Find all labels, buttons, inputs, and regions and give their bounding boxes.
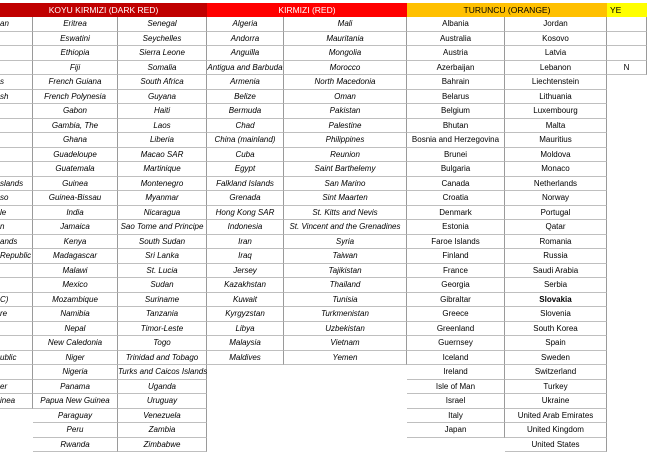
table-cell[interactable]: Luxembourg xyxy=(505,104,607,119)
table-cell[interactable]: Papua New Guinea xyxy=(33,394,118,409)
header-dark-red[interactable]: KOYU KIRMIZI (DARK RED) xyxy=(0,3,207,17)
table-cell[interactable]: Maldives xyxy=(207,351,284,366)
table-cell[interactable]: Portugal xyxy=(505,206,607,221)
table-cell[interactable]: South Africa xyxy=(118,75,207,90)
table-cell[interactable]: New Caledonia xyxy=(33,336,118,351)
table-cell[interactable]: Bahrain xyxy=(407,75,505,90)
table-cell[interactable]: Mexico xyxy=(33,278,118,293)
table-cell[interactable]: Sri Lanka xyxy=(118,249,207,264)
table-cell[interactable]: Turks and Caicos Islands xyxy=(118,365,207,380)
table-cell[interactable]: Malawi xyxy=(33,264,118,279)
table-cell[interactable]: Malta xyxy=(505,119,607,134)
table-cell[interactable]: Zimbabwe xyxy=(118,438,207,452)
table-cell[interactable]: Liechtenstein xyxy=(505,75,607,90)
table-cell[interactable]: Qatar xyxy=(505,220,607,235)
table-cell[interactable]: Philippines xyxy=(284,133,407,148)
table-cell[interactable]: Turkmenistan xyxy=(284,307,407,322)
table-cell[interactable]: Guinea-Bissau xyxy=(33,191,118,206)
table-cell[interactable]: Albania xyxy=(407,17,505,32)
table-cell[interactable]: Gibraltar xyxy=(407,293,505,308)
table-cell[interactable]: Grenada xyxy=(207,191,284,206)
table-cell[interactable]: Laos xyxy=(118,119,207,134)
table-cell[interactable]: Italy xyxy=(407,409,505,424)
table-cell[interactable]: Bhutan xyxy=(407,119,505,134)
header-orange[interactable]: TURUNCU (ORANGE) xyxy=(407,3,607,17)
table-cell[interactable]: Venezuela xyxy=(118,409,207,424)
table-cell[interactable]: Iraq xyxy=(207,249,284,264)
table-cell[interactable]: Anguilla xyxy=(207,46,284,61)
table-cell[interactable]: an xyxy=(0,17,33,32)
table-cell[interactable]: French Polynesia xyxy=(33,90,118,105)
table-cell[interactable]: Tanzania xyxy=(118,307,207,322)
table-cell[interactable]: Sierra Leone xyxy=(118,46,207,61)
table-cell[interactable]: United Kingdom xyxy=(505,423,607,438)
table-cell[interactable]: Russia xyxy=(505,249,607,264)
table-cell[interactable]: Nicaragua xyxy=(118,206,207,221)
table-cell[interactable]: Georgia xyxy=(407,278,505,293)
table-cell[interactable]: United Arab Emirates xyxy=(505,409,607,424)
table-cell[interactable]: Eritrea xyxy=(33,17,118,32)
table-cell[interactable]: Bermuda xyxy=(207,104,284,119)
table-cell[interactable]: Monaco xyxy=(505,162,607,177)
table-cell[interactable]: Moldova xyxy=(505,148,607,163)
table-cell[interactable]: Azerbaijan xyxy=(407,61,505,76)
table-cell[interactable]: so xyxy=(0,191,33,206)
table-cell[interactable]: Belarus xyxy=(407,90,505,105)
table-cell[interactable]: ublic xyxy=(0,351,33,366)
table-cell[interactable]: Madagascar xyxy=(33,249,118,264)
table-cell[interactable]: Oman xyxy=(284,90,407,105)
table-cell[interactable]: Kosovo xyxy=(505,32,607,47)
table-cell[interactable]: St. Vincent and the Grenadines xyxy=(284,220,407,235)
table-cell[interactable]: Saudi Arabia xyxy=(505,264,607,279)
table-cell[interactable]: North Macedonia xyxy=(284,75,407,90)
table-cell[interactable]: Togo xyxy=(118,336,207,351)
table-cell[interactable]: Guadeloupe xyxy=(33,148,118,163)
table-cell[interactable]: Sao Tome and Principe xyxy=(118,220,207,235)
table-cell[interactable]: Austria xyxy=(407,46,505,61)
table-cell[interactable]: Indonesia xyxy=(207,220,284,235)
table-cell[interactable]: Cuba xyxy=(207,148,284,163)
table-cell[interactable]: Seychelles xyxy=(118,32,207,47)
table-cell[interactable]: Ireland xyxy=(407,365,505,380)
table-cell[interactable]: Kuwait xyxy=(207,293,284,308)
table-cell[interactable]: Denmark xyxy=(407,206,505,221)
table-cell[interactable]: Iran xyxy=(207,235,284,250)
table-cell[interactable] xyxy=(0,148,33,163)
table-cell[interactable]: Uzbekistan xyxy=(284,322,407,337)
table-cell[interactable]: Republic xyxy=(0,249,33,264)
table-cell[interactable] xyxy=(0,32,33,47)
table-cell[interactable]: Taiwan xyxy=(284,249,407,264)
table-cell[interactable]: Mali xyxy=(284,17,407,32)
table-cell[interactable]: Morocco xyxy=(284,61,407,76)
table-cell[interactable]: Libya xyxy=(207,322,284,337)
table-cell[interactable]: Brunei xyxy=(407,148,505,163)
table-cell[interactable]: Andorra xyxy=(207,32,284,47)
table-cell[interactable]: Australia xyxy=(407,32,505,47)
table-cell[interactable]: Kenya xyxy=(33,235,118,250)
table-cell[interactable]: Lebanon xyxy=(505,61,607,76)
table-cell[interactable]: Spain xyxy=(505,336,607,351)
table-cell[interactable] xyxy=(0,278,33,293)
table-cell[interactable]: Bosnia and Herzegovina xyxy=(407,133,505,148)
table-cell[interactable]: San Marino xyxy=(284,177,407,192)
table-cell[interactable]: Liberia xyxy=(118,133,207,148)
table-cell[interactable]: Sweden xyxy=(505,351,607,366)
table-cell[interactable]: South Sudan xyxy=(118,235,207,250)
column-dark-red-c xyxy=(118,17,207,452)
table-cell[interactable]: Turkey xyxy=(505,380,607,395)
table-cell[interactable]: Estonia xyxy=(407,220,505,235)
table-cell[interactable] xyxy=(0,119,33,134)
table-cell[interactable]: Reunion xyxy=(284,148,407,163)
table-cell[interactable]: Yemen xyxy=(284,351,407,366)
table-cell[interactable]: India xyxy=(33,206,118,221)
table-cell[interactable]: Mauritius xyxy=(505,133,607,148)
table-cell[interactable]: Macao SAR xyxy=(118,148,207,163)
table-cell[interactable]: Mauritania xyxy=(284,32,407,47)
table-cell[interactable]: Trinidad and Tobago xyxy=(118,351,207,366)
table-cell[interactable]: Ghana xyxy=(33,133,118,148)
table-cell[interactable]: sh xyxy=(0,90,33,105)
table-cell[interactable]: Faroe Islands xyxy=(407,235,505,250)
table-cell[interactable]: Hong Kong SAR xyxy=(207,206,284,221)
table-cell[interactable]: Belgium xyxy=(407,104,505,119)
header-yellow[interactable]: YE xyxy=(607,3,647,17)
table-cell[interactable]: Belize xyxy=(207,90,284,105)
table-cell[interactable]: Jordan xyxy=(505,17,607,32)
table-cell[interactable]: Armenia xyxy=(207,75,284,90)
table-cell[interactable]: Kazakhstan xyxy=(207,278,284,293)
table-cell[interactable]: Antigua and Barbuda xyxy=(207,61,284,76)
table-cell[interactable]: Thailand xyxy=(284,278,407,293)
table-cell[interactable]: Chad xyxy=(207,119,284,134)
table-cell[interactable]: Niger xyxy=(33,351,118,366)
table-cell[interactable]: South Korea xyxy=(505,322,607,337)
table-cell[interactable]: Sint Maarten xyxy=(284,191,407,206)
table-cell[interactable]: Palestine xyxy=(284,119,407,134)
table-cell[interactable]: Gambia, The xyxy=(33,119,118,134)
table-cell[interactable]: Vietnam xyxy=(284,336,407,351)
table-cell[interactable]: Israel xyxy=(407,394,505,409)
table-cell[interactable]: Eswatini xyxy=(33,32,118,47)
table-cell[interactable]: Fiji xyxy=(33,61,118,76)
table-cell[interactable]: Ukraine xyxy=(505,394,607,409)
table-cell[interactable] xyxy=(0,322,33,337)
table-cell[interactable]: er xyxy=(0,380,33,395)
table-cell[interactable]: Haiti xyxy=(118,104,207,119)
table-cell[interactable]: Iceland xyxy=(407,351,505,366)
table-cell[interactable]: France xyxy=(407,264,505,279)
table-cell[interactable]: Norway xyxy=(505,191,607,206)
table-cell[interactable] xyxy=(0,264,33,279)
table-cell[interactable]: C) xyxy=(0,293,33,308)
column-orange-b xyxy=(505,17,607,452)
table-cell[interactable] xyxy=(0,336,33,351)
table-cell[interactable]: Kyrgyzstan xyxy=(207,307,284,322)
table-cell[interactable]: Martinique xyxy=(118,162,207,177)
table-cell[interactable]: Guatemala xyxy=(33,162,118,177)
table-cell[interactable]: St. Lucia xyxy=(118,264,207,279)
table-cell[interactable]: Bulgaria xyxy=(407,162,505,177)
table-cell[interactable] xyxy=(0,162,33,177)
table-cell[interactable]: Guernsey xyxy=(407,336,505,351)
table-cell[interactable]: Falkland Islands xyxy=(207,177,284,192)
table-cell[interactable]: Mozambique xyxy=(33,293,118,308)
table-cell[interactable] xyxy=(0,104,33,119)
table-cell[interactable]: Algeria xyxy=(207,17,284,32)
table-cell[interactable]: Latvia xyxy=(505,46,607,61)
table-cell[interactable]: le xyxy=(0,206,33,221)
table-cell[interactable] xyxy=(0,133,33,148)
table-cell[interactable]: Lithuania xyxy=(505,90,607,105)
column-red-b xyxy=(284,17,407,365)
table-cell[interactable]: Montenegro xyxy=(118,177,207,192)
table-cell[interactable]: Slovakia xyxy=(505,293,607,308)
table-cell[interactable]: Jamaica xyxy=(33,220,118,235)
table-cell[interactable]: Slovenia xyxy=(505,307,607,322)
header-red[interactable]: KIRMIZI (RED) xyxy=(207,3,407,17)
table-cell[interactable]: s xyxy=(0,75,33,90)
column-orange-a xyxy=(407,17,505,438)
table-cell[interactable]: Zambia xyxy=(118,423,207,438)
table-cell[interactable]: Guinea xyxy=(33,177,118,192)
column-red-a xyxy=(207,17,284,365)
table-cell[interactable]: Netherlands xyxy=(505,177,607,192)
table-cell[interactable]: Ethiopia xyxy=(33,46,118,61)
table-cell[interactable]: Namibia xyxy=(33,307,118,322)
table-cell[interactable] xyxy=(0,365,33,380)
table-cell[interactable]: United States xyxy=(505,438,607,452)
table-cell[interactable]: Canada xyxy=(407,177,505,192)
table-cell[interactable]: Timor-Leste xyxy=(118,322,207,337)
table-cell[interactable]: Tunisia xyxy=(284,293,407,308)
table-cell[interactable]: Peru xyxy=(33,423,118,438)
column-yellow-a xyxy=(607,17,647,75)
table-cell[interactable]: Uruguay xyxy=(118,394,207,409)
table-cell[interactable]: Jersey xyxy=(207,264,284,279)
table-cell[interactable]: Pakistan xyxy=(284,104,407,119)
table-cell[interactable] xyxy=(0,46,33,61)
column-dark-red-a xyxy=(0,17,33,409)
table-cell[interactable]: Egypt xyxy=(207,162,284,177)
table-cell[interactable] xyxy=(607,17,647,32)
table-cell[interactable]: inea xyxy=(0,394,33,409)
column-dark-red-b xyxy=(33,17,118,452)
table-cell[interactable] xyxy=(607,46,647,61)
table-cell[interactable]: Greece xyxy=(407,307,505,322)
table-cell[interactable]: Serbia xyxy=(505,278,607,293)
table-cell[interactable]: Syria xyxy=(284,235,407,250)
table-cell[interactable]: Japan xyxy=(407,423,505,438)
table-cell[interactable]: St. Kitts and Nevis xyxy=(284,206,407,221)
table-cell[interactable]: Rwanda xyxy=(33,438,118,452)
table-cell[interactable]: Saint Barthelemy xyxy=(284,162,407,177)
table-cell[interactable]: Romania xyxy=(505,235,607,250)
table-cell[interactable]: Myanmar xyxy=(118,191,207,206)
table-cell[interactable]: Nepal xyxy=(33,322,118,337)
table-cell[interactable]: Malaysia xyxy=(207,336,284,351)
table-cell[interactable]: Panama xyxy=(33,380,118,395)
table-cell[interactable] xyxy=(607,32,647,47)
table-cell[interactable]: Suriname xyxy=(118,293,207,308)
table-cell[interactable]: Finland xyxy=(407,249,505,264)
table-cell[interactable]: Croatia xyxy=(407,191,505,206)
table-cell[interactable]: Switzerland xyxy=(505,365,607,380)
table-cell[interactable]: China (mainland) xyxy=(207,133,284,148)
table-cell[interactable]: Greenland xyxy=(407,322,505,337)
table-cell[interactable]: slands xyxy=(0,177,33,192)
table-cell[interactable]: Senegal xyxy=(118,17,207,32)
table-cell[interactable]: Guyana xyxy=(118,90,207,105)
table-cell[interactable]: N xyxy=(607,61,647,76)
table-cell[interactable]: re xyxy=(0,307,33,322)
table-cell[interactable]: Mongolia xyxy=(284,46,407,61)
table-cell[interactable]: Tajikistan xyxy=(284,264,407,279)
table-cell[interactable]: ands xyxy=(0,235,33,250)
table-cell[interactable] xyxy=(0,61,33,76)
table-cell[interactable]: Isle of Man xyxy=(407,380,505,395)
table-cell[interactable]: Uganda xyxy=(118,380,207,395)
table-cell[interactable]: Nigeria xyxy=(33,365,118,380)
table-cell[interactable]: Somalia xyxy=(118,61,207,76)
table-cell[interactable]: n xyxy=(0,220,33,235)
table-cell[interactable]: French Guiana xyxy=(33,75,118,90)
table-cell[interactable]: Gabon xyxy=(33,104,118,119)
table-cell[interactable]: Paraguay xyxy=(33,409,118,424)
table-cell[interactable]: Sudan xyxy=(118,278,207,293)
